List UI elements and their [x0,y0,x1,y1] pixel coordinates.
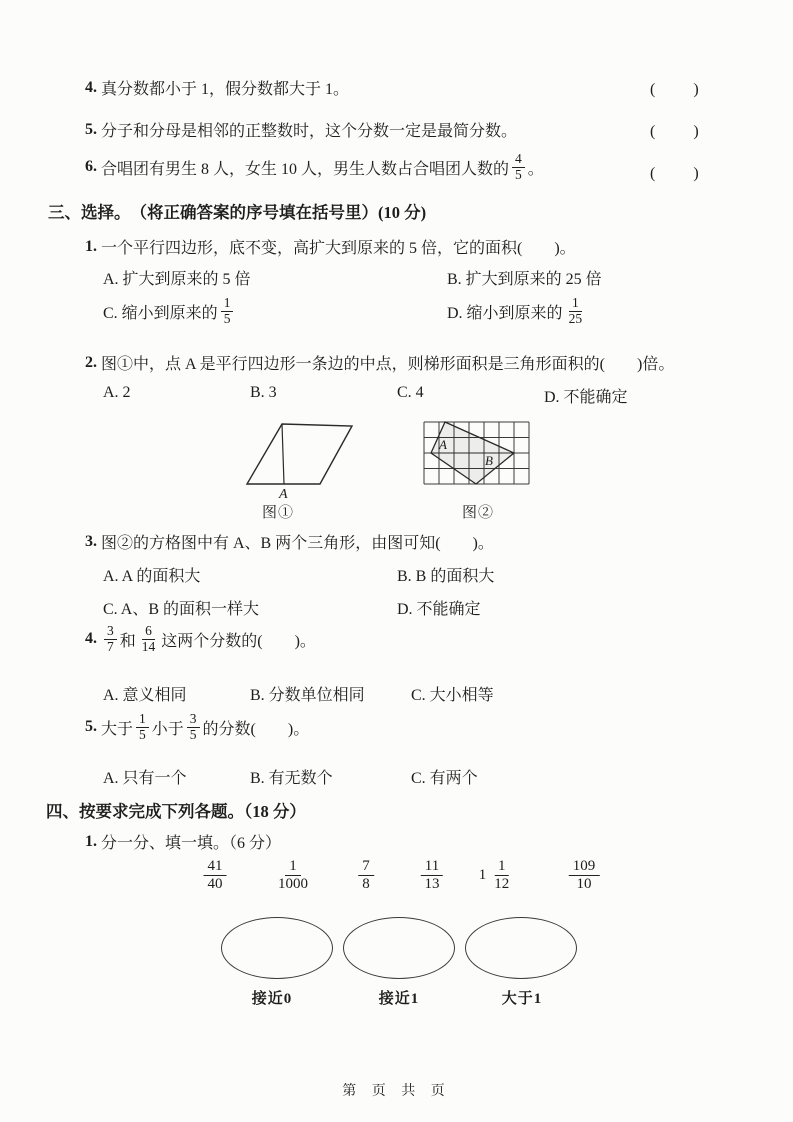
s3-q4-optB: B. 分数单位相同 [250,687,365,704]
item-number: 5. [85,120,97,138]
judge-item-4 [85,76,349,99]
s3-q5-optB: B. 有无数个 [250,770,333,787]
s3-q5-optC: C. 有两个 [411,770,478,787]
sort-fraction-5-mixed: 1 $\frac{1}{12}$ [479,858,516,892]
s3-q3-optD: D. 不能确定 [397,601,481,618]
question-text: 的分数( )。 [202,720,310,738]
fraction: $\frac{6}{14}$ [141,623,156,654]
sort-fraction-4: $\frac{11}{13}$ [421,858,443,892]
point-A-label: A [279,487,288,500]
judge-item-6 [85,152,544,183]
bin-label-near-0: 接近0 [251,991,293,1007]
sort-fraction-2: $\frac{1}{1000}$ [278,858,308,892]
answer-paren: ( ) [650,165,701,182]
section3-title: 三、选择。 [48,203,131,222]
section4-title: 四、按要求完成下列各题。（18 分） [46,802,306,821]
sort-fraction-6: $\frac{109}{10}$ [569,858,600,892]
section3-header [48,199,426,223]
question-text: 图②的方格图中有 A、B 两个三角形，由图可知( )。 [101,535,494,552]
question-text: 这两个分数的( )。 [161,632,316,650]
s3-q3-optB: B. B 的面积大 [397,568,495,585]
s3-q3-optC: C. A、B 的面积一样大 [103,601,260,618]
figure1-parallelogram [241,420,361,505]
question-text: 一个平行四边形，底不变，高扩大到原来的 5 倍，它的面积( )。 [101,240,576,257]
section4-header [46,798,306,822]
s3-q2-stem [85,351,674,374]
item-text-end: 。 [527,160,544,178]
page-footer: 第 页 共 页 [342,1084,451,1099]
figure2-grid [423,421,531,490]
figure2-caption: 图② [462,505,495,521]
s3-q2-optC: C. 4 [397,384,424,401]
s3-q1-optB: B. 扩大到原来的 25 倍 [447,271,602,288]
item-number: 1. [85,237,97,255]
item-number: 5. [85,718,97,736]
fraction: $\frac{1}{25}$ [568,295,583,326]
answer-paren: ( ) [650,123,701,140]
grid-drawing [423,421,531,485]
item-number: 3. [85,532,97,550]
s3-q1-optD: D. 缩小到原来的 $\frac{1}{25}$ [447,296,588,327]
fraction: $\frac{3}{7}$ [104,624,117,655]
sort-fraction-3: $\frac{7}{8}$ [358,858,374,892]
bin-ellipse-near-1 [343,917,455,979]
item-number: 4. [85,78,97,96]
item-number: 2. [85,353,97,371]
sort-fraction-1: $\frac{41}{40}$ [204,858,227,892]
fraction: $\frac{1}{5}$ [221,296,234,327]
bin-label-greater-1: 大于1 [501,991,543,1007]
s3-q4-stem: 4. $\frac{3}{7}$ 和 $\frac{6}{14}$ 这两个分数的( )。 [85,623,316,654]
item-text: 合唱团有男生 8 人，女生 10 人，男生人数占合唱团人数的 [101,160,510,178]
s3-q3-optA: A. A 的面积大 [103,568,201,585]
fraction: $\frac{3}{5}$ [187,712,200,743]
s3-q2-optB: B. 3 [250,384,277,401]
parallelogram-drawing [241,420,361,500]
question-text: 图①中，点 A 是平行四边形一条边的中点，则梯形面积是三角形面积的( )倍。 [101,356,675,373]
s3-q2-optD: D. 不能确定 [544,389,628,406]
triangle-B-label: B [485,453,493,468]
s3-q5-optA: A. 只有一个 [103,770,187,787]
section3-subtitle: （将正确答案的序号填在括号里）(10 分) [130,203,427,222]
fraction: $\frac{4}{5}$ [512,152,525,183]
triangle-A-label: A [439,437,447,452]
item-number: 1. [85,832,97,850]
s3-q1-optC: C. 缩小到原来的 $\frac{1}{5}$ [103,296,236,327]
s3-q1-optA: A. 扩大到原来的 5 倍 [103,271,251,288]
s3-q2-optA: A. 2 [103,384,131,401]
bin-ellipse-near-0 [221,917,333,979]
s3-q4-optA: A. 意义相同 [103,687,187,704]
judge-item-5 [85,118,517,141]
s3-q4-optC: C. 大小相等 [411,687,494,704]
item-text: 真分数都小于 1，假分数都大于 1。 [101,81,350,98]
answer-paren: ( ) [650,81,701,98]
figure1-caption: 图① [262,505,295,521]
item-number: 6. [85,158,97,176]
item-text: 分子和分母是相邻的正整数时，这个分数一定是最简分数。 [101,123,518,140]
s3-q5-stem: 5. 大于 $\frac{1}{5}$ 小于 $\frac{3}{5}$ 的分数( )。 [85,711,310,742]
s3-q1-stem [85,235,576,258]
bin-label-near-1: 接近1 [378,991,420,1007]
fraction: $\frac{1}{5}$ [136,712,149,743]
s4-q1-stem [85,830,281,853]
fraction: $\frac{1}{12}$ [494,858,510,892]
bin-ellipse-greater-1 [465,917,577,979]
s3-q3-stem [85,530,494,553]
question-text: 分一分、填一填。（6 分） [101,835,282,852]
item-number: 4. [85,630,97,648]
